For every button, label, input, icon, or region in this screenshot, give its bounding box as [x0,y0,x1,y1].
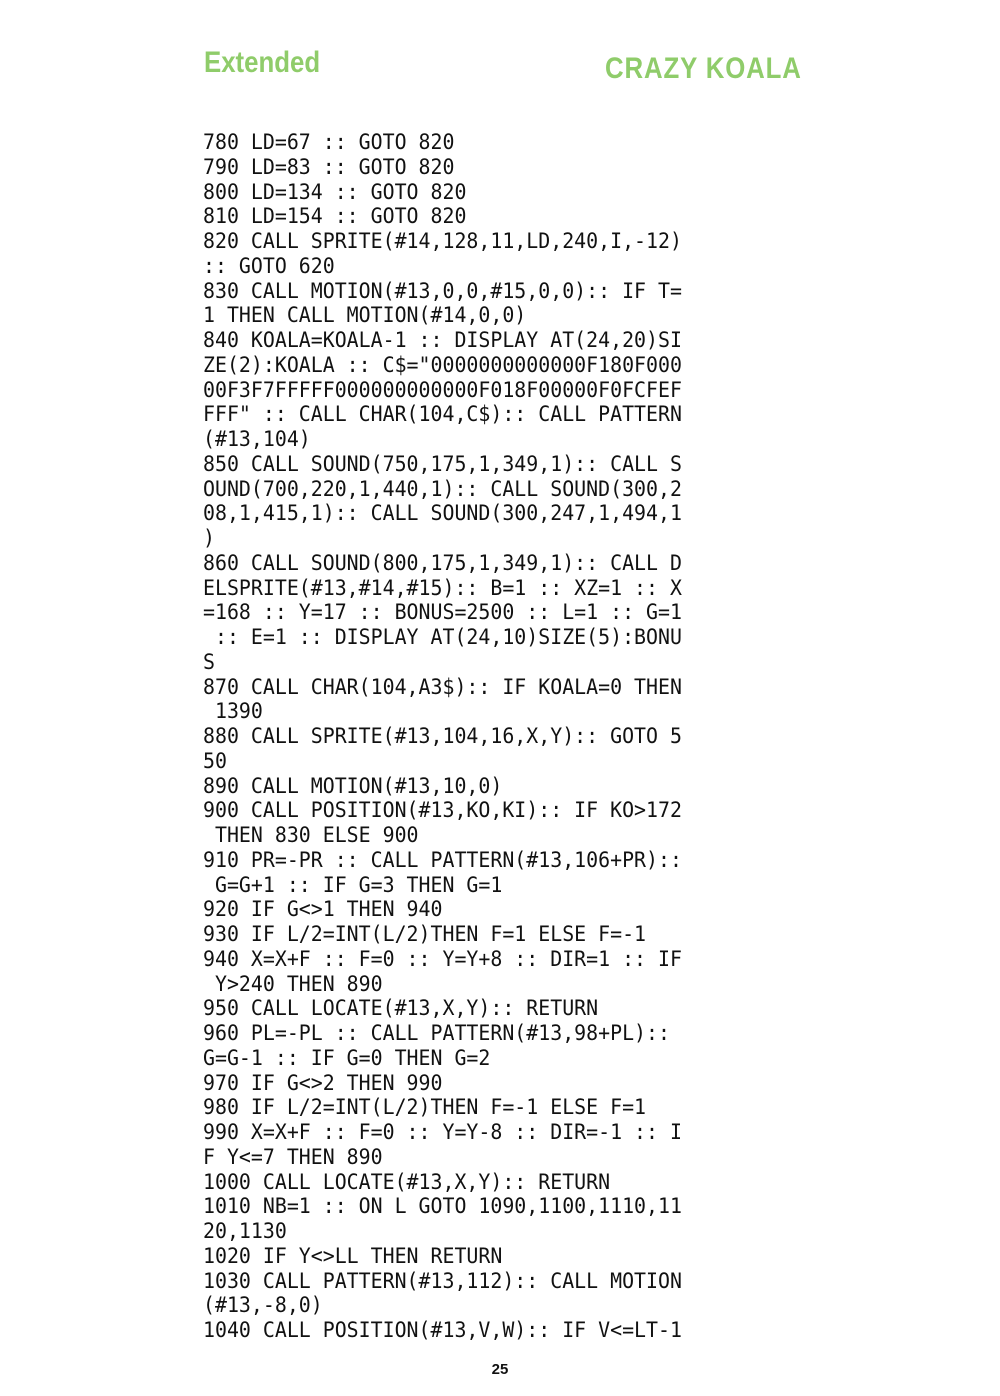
code-line: 00F3F7FFFFF000000000000F018F00000F0FCFEF [203,377,682,403]
code-line: :: GOTO 620 [203,253,335,279]
code-line: 900 CALL POSITION(#13,KO,KI):: IF KO>172 [203,798,682,824]
code-line: (#13,-8,0) [203,1293,323,1319]
code-line: 780 LD=67 :: GOTO 820 [203,130,455,155]
code-line: 830 CALL MOTION(#13,0,0,#15,0,0):: IF T= [203,278,682,304]
code-line: OUND(700,220,1,440,1):: CALL SOUND(300,2 [203,476,682,502]
code-line: ) [203,526,215,551]
code-line: :: E=1 :: DISPLAY AT(24,10)SIZE(5):BONU [203,625,682,650]
code-listing [203,131,803,1344]
code-line: THEN 830 ELSE 900 [203,823,419,848]
code-line: 970 IF G<>2 THEN 990 [203,1070,443,1096]
code-line: FFF" :: CALL CHAR(104,C$):: CALL PATTERN [203,402,682,428]
code-line: 810 LD=154 :: GOTO 820 [203,204,467,230]
code-line: 1 THEN CALL MOTION(#14,0,0) [203,303,527,329]
code-line: G=G+1 :: IF G=3 THEN G=1 [203,872,503,898]
code-line: 800 LD=134 :: GOTO 820 [203,179,467,205]
code-line: F Y<=7 THEN 890 [203,1144,383,1170]
code-line: 820 CALL SPRITE(#14,128,11,LD,240,I,-12) [203,229,682,254]
code-line: G=G-1 :: IF G=0 THEN G=2 [203,1045,491,1071]
code-line: =168 :: Y=17 :: BONUS=2500 :: L=1 :: G=1 [203,600,682,626]
code-line: 870 CALL CHAR(104,A3$):: IF KOALA=0 THEN [203,674,682,700]
page-number: 25 [491,1361,509,1378]
code-line: 980 IF L/2=INT(L/2)THEN F=-1 ELSE F=1 [203,1095,647,1121]
code-line: Y>240 THEN 890 [203,971,383,997]
code-line: 960 PL=-PL :: CALL PATTERN(#13,98+PL):: [203,1021,670,1046]
code-line: 950 CALL LOCATE(#13,X,Y):: RETURN [203,996,599,1022]
code-line: 910 PR=-PR :: CALL PATTERN(#13,106+PR):: [203,847,682,873]
code-line: 1390 [203,699,263,725]
code-line: (#13,104) [203,427,311,452]
code-line: 860 CALL SOUND(800,175,1,349,1):: CALL D [203,550,682,576]
code-line: 940 X=X+F :: F=0 :: Y=Y+8 :: DIR=1 :: IF [203,946,682,972]
header-section-label: Extended [204,46,321,79]
code-line: 920 IF G<>1 THEN 940 [203,897,443,923]
code-line: ZE(2):KOALA :: C$="0000000000000F180F000 [203,352,682,378]
code-line: 1020 IF Y<>LL THEN RETURN [203,1243,503,1269]
header-program-title: CRAZY KOALA [605,52,802,85]
code-line: 1030 CALL PATTERN(#13,112):: CALL MOTION [203,1268,682,1294]
code-line: 1000 CALL LOCATE(#13,X,Y):: RETURN [203,1169,611,1195]
code-line: 930 IF L/2=INT(L/2)THEN F=1 ELSE F=-1 [203,922,647,947]
code-line: 890 CALL MOTION(#13,10,0) [203,773,503,799]
code-line: S [203,649,215,675]
code-line: 50 [203,748,227,774]
code-line: 840 KOALA=KOALA-1 :: DISPLAY AT(24,20)SI [203,328,682,353]
code-line: 850 CALL SOUND(750,175,1,349,1):: CALL S [203,451,682,477]
code-line: ELSPRITE(#13,#14,#15):: B=1 :: XZ=1 :: X [203,575,682,601]
code-line: 880 CALL SPRITE(#13,104,16,X,Y):: GOTO 5 [203,724,682,749]
code-line: 990 X=X+F :: F=0 :: Y=Y-8 :: DIR=-1 :: I [203,1120,682,1145]
code-line: 790 LD=83 :: GOTO 820 [203,154,455,180]
code-line: 1040 CALL POSITION(#13,V,W):: IF V<=LT-1 [203,1318,682,1343]
code-line: 08,1,415,1):: CALL SOUND(300,247,1,494,1 [203,501,682,527]
code-line: 20,1130 [203,1219,287,1244]
code-line: 1010 NB=1 :: ON L GOTO 1090,1100,1110,11 [203,1194,682,1220]
